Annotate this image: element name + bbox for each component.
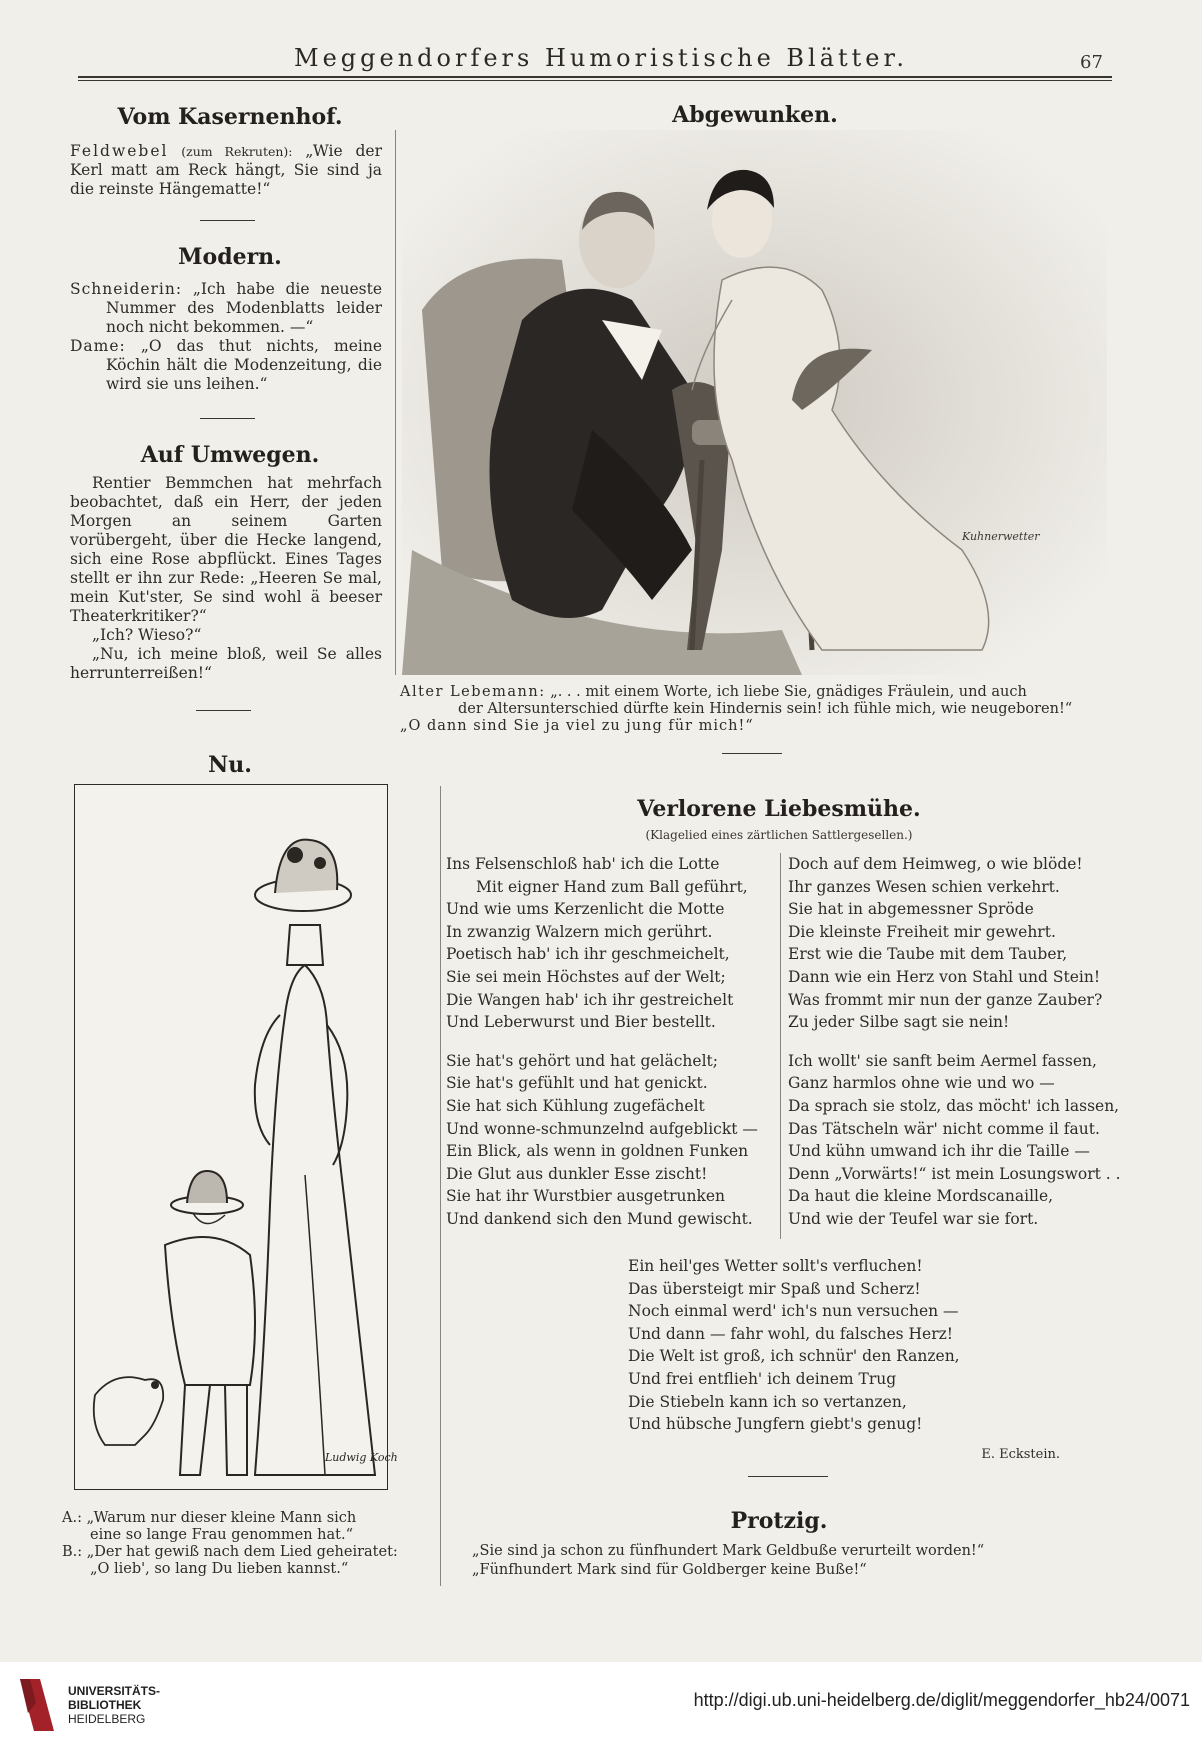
nu-caption-a-line-2: eine so lange Frau genommen hat.“ xyxy=(90,1527,353,1543)
abgewunken-title: Abgewunken. xyxy=(672,102,838,128)
nu-caption-b-line-2: „O lieb', so lang Du lieben kannst.“ xyxy=(90,1561,349,1577)
poem-line: Noch einmal werd' ich's nun versuchen — xyxy=(628,1302,959,1321)
poem-line: Die kleinste Freiheit mir gewehrt. xyxy=(788,922,1056,941)
nu-title: Nu. xyxy=(208,752,252,778)
page-header-title: Meggendorfers Humoristische Blätter. xyxy=(294,44,908,72)
modern-text-1: „Ich habe die neueste Nummer des Modenblatts leider noch nicht bekommen. —“ xyxy=(106,280,382,336)
abgewunken-caption-text-1: „. . . mit einem Worte, ich liebe Sie, gnädiges Fräulein, und auch xyxy=(550,684,1027,700)
separator-rule xyxy=(748,1476,828,1477)
kasernenhof-speaker: Feldwebel xyxy=(70,142,169,160)
poem-line: Ein Blick, als wenn in goldnen Funken xyxy=(446,1142,749,1161)
abgewunken-caption xyxy=(400,684,1110,735)
umwegen-text xyxy=(70,474,382,683)
protzig-title: Protzig. xyxy=(730,1508,828,1534)
poem-line: Sie sei mein Höchstes auf der Welt; xyxy=(446,967,726,986)
umwegen-line-3: „Nu, ich meine bloß, weil Se alles herrunterreißen!“ xyxy=(70,645,382,682)
poem-line: Die Wangen hab' ich ihr gestreichelt xyxy=(446,990,734,1009)
header-rule-thin xyxy=(78,80,1112,81)
poem-line: Und frei entflieh' ich deinem Trug xyxy=(628,1369,897,1388)
stanza-left-1 xyxy=(446,853,776,1034)
separator-rule xyxy=(200,418,255,419)
poem-line: Das Tätscheln wär' nicht comme il faut. xyxy=(788,1119,1100,1138)
column-divider xyxy=(395,130,396,675)
modern-dialogue xyxy=(70,280,382,394)
nu-caption-b-line-1 xyxy=(62,1544,402,1561)
library-name-line-3: HEIDELBERG xyxy=(68,1712,146,1726)
nu-caption-b-label: B.: xyxy=(62,1544,83,1560)
poem-line: Die Glut aus dunkler Esse zischt! xyxy=(446,1164,708,1183)
protzig-line-1: „Sie sind ja schon zu fünfhundert Mark Geldbuße verurteilt worden!“ xyxy=(472,1543,985,1559)
poem-line: Und wie ums Kerzenlicht die Motte xyxy=(446,900,725,919)
poem-line: Und kühn umwand ich ihr die Taille — xyxy=(788,1142,1090,1161)
poem-line: Sie hat's gefühlt und hat genickt. xyxy=(446,1074,708,1093)
modern-line-1 xyxy=(70,280,382,337)
modern-speaker-1: Schneiderin: xyxy=(70,280,183,298)
nu-caption-a-line-1 xyxy=(62,1510,402,1527)
poem-line: Ihr ganzes Wesen schien verkehrt. xyxy=(788,877,1060,896)
kasernenhof-text xyxy=(70,142,382,199)
abgewunken-illustration xyxy=(402,130,1107,675)
nu-illustration xyxy=(74,784,398,1490)
kasernenhof-quote: „Wie der Kerl matt am Reck hängt, Sie sind ja die reinste Hängematte!“ xyxy=(70,142,382,198)
modern-text-2: „O das thut nichts, meine Köchin hält die Modenzeitung, die wird sie uns leihen.“ xyxy=(106,337,382,393)
separator-rule xyxy=(196,710,251,711)
stanza-right-2 xyxy=(788,1050,1121,1231)
nu-caption-a-text-1: „Warum nur dieser kleine Mann sich xyxy=(86,1510,357,1526)
umwegen-line-2: „Ich? Wieso?“ xyxy=(92,626,202,644)
umwegen-title: Auf Umwegen. xyxy=(140,442,320,468)
liebesmuehe-right-column xyxy=(788,853,1121,1231)
poem-line: Sie hat in abgemessner Spröde xyxy=(788,900,1034,919)
separator-rule xyxy=(200,220,255,221)
protzig-line-2: „Fünfhundert Mark sind für Goldberger keine Buße!“ xyxy=(472,1562,867,1578)
liebesmuehe-title: Verlorene Liebesmühe. xyxy=(637,796,921,822)
liebesmuehe-subtitle: (Klagelied eines zärtlichen Sattlergesellen.) xyxy=(645,828,913,842)
poem-line: In zwanzig Walzern mich gerührt. xyxy=(446,922,713,941)
poem-line: Mit eigner Hand zum Ball geführt, xyxy=(476,877,748,896)
poem-line: Und wie der Teufel war sie fort. xyxy=(788,1209,1039,1228)
poem-line: Das übersteigt mir Spaß und Scherz! xyxy=(628,1279,921,1298)
nu-caption-b-text-1: „Der hat gewiß nach dem Lied geheiratet: xyxy=(86,1544,398,1560)
liebesmuehe-author: E. Eckstein. xyxy=(981,1447,1060,1462)
poem-line: Erst wie die Taube mit dem Tauber, xyxy=(788,945,1068,964)
abgewunken-caption-line-2: der Altersunterschied dürfte kein Hindernis sein! ich fühle mich, wie neugeboren!“ xyxy=(458,701,1073,717)
stanza-left-2 xyxy=(446,1050,776,1231)
library-logo-icon xyxy=(14,1673,60,1737)
poem-line: Dann wie ein Herz von Stahl und Stein! xyxy=(788,967,1101,986)
poem-line: Sie hat's gehört und hat gelächelt; xyxy=(446,1051,718,1070)
liebesmuehe-left-column xyxy=(446,853,776,1231)
modern-line-2 xyxy=(70,337,382,394)
poem-line: Denn „Vorwärts!“ ist mein Losungswort . . xyxy=(788,1164,1121,1183)
umwegen-paragraph: Rentier Bemmchen hat mehrfach beobachtet, daß ein Herr, der jeden Morgen an seinem Garten vorübergeht, über die Hecke langend, sich eine Rose abpflückt. Eines Tages stellt er ihn zur Rede: „Heeren Se mal, mein Kut'ster, Se sind wohl ä beeser Theaterkritiker?“ xyxy=(70,474,382,625)
poem-line: Und hübsche Jungfern giebt's genug! xyxy=(628,1415,923,1434)
library-name-line-1: UNIVERSITÄTS- xyxy=(68,1684,161,1698)
page-number: 67 xyxy=(1080,52,1103,73)
library-footer xyxy=(0,1662,1202,1749)
modern-title: Modern. xyxy=(178,244,282,270)
separator-rule xyxy=(722,753,782,754)
header-rule xyxy=(78,76,1112,78)
poem-line: Poetisch hab' ich ihr geschmeichelt, xyxy=(446,945,730,964)
poem-line: Die Stiebeln kann ich so vertanzen, xyxy=(628,1392,907,1411)
poem-column-divider xyxy=(780,853,781,1239)
library-name xyxy=(68,1684,160,1726)
abgewunken-caption-line-3: „O dann sind Sie ja viel zu jung für mich!“ xyxy=(400,718,754,734)
poem-line: Und wonne-schmunzelnd aufgeblickt — xyxy=(446,1119,758,1138)
poem-line: Zu jeder Silbe sagt sie nein! xyxy=(788,1013,1010,1032)
poem-line: Sie hat sich Kühlung zugefächelt xyxy=(446,1096,705,1115)
kasernenhof-title: Vom Kasernenhof. xyxy=(117,104,343,130)
poem-line: Was frommt mir nun der ganze Zauber? xyxy=(788,990,1103,1009)
abgewunken-caption-line-1 xyxy=(400,684,1110,701)
modern-speaker-2: Dame: xyxy=(70,337,126,355)
poem-line: Da haut die kleine Mordscanaille, xyxy=(788,1187,1054,1206)
couple-drawing xyxy=(402,130,1107,675)
poem-line: Und dann — fahr wohl, du falsches Herz! xyxy=(628,1324,954,1343)
liebesmuehe-final-stanza xyxy=(628,1255,988,1436)
nu-caption xyxy=(62,1510,402,1578)
abgewunken-caption-speaker: Alter Lebemann: xyxy=(400,684,546,700)
nu-caption-a-label: A.: xyxy=(62,1510,82,1526)
poem-line: Und dankend sich den Mund gewischt. xyxy=(446,1209,753,1228)
nu-signature: Ludwig Koch xyxy=(325,1451,398,1464)
kasernenhof-note: (zum Rekruten): xyxy=(181,144,293,159)
abgewunken-signature: Kuhnerwetter xyxy=(962,530,1040,543)
column-divider xyxy=(440,786,441,1586)
poem-line: Ganz harmlos ohne wie und wo — xyxy=(788,1074,1055,1093)
poem-line: Doch auf dem Heimweg, o wie blöde! xyxy=(788,855,1083,873)
poem-line: Ins Felsenschloß hab' ich die Lotte xyxy=(446,855,720,873)
poem-line: Die Welt ist groß, ich schnür' den Ranzen, xyxy=(628,1347,960,1366)
poem-line: Da sprach sie stolz, das möcht' ich lassen, xyxy=(788,1096,1120,1115)
stanza-right-1 xyxy=(788,853,1113,1034)
source-url-link[interactable]: http://digi.ub.uni-heidelberg.de/diglit/meggendorfer_hb24/0071 xyxy=(693,1690,1190,1710)
protzig-text xyxy=(472,1542,1112,1580)
poem-line: Ich wollt' sie sanft beim Aermel fassen, xyxy=(788,1051,1097,1070)
poem-line: Ein heil'ges Wetter sollt's verfluchen! xyxy=(628,1257,923,1275)
couple-walking-drawing xyxy=(75,785,387,1489)
library-name-line-2: BIBLIOTHEK xyxy=(68,1698,142,1712)
poem-line: Und Leberwurst und Bier bestellt. xyxy=(446,1013,716,1032)
poem-line: Sie hat ihr Wurstbier ausgetrunken xyxy=(446,1187,726,1206)
